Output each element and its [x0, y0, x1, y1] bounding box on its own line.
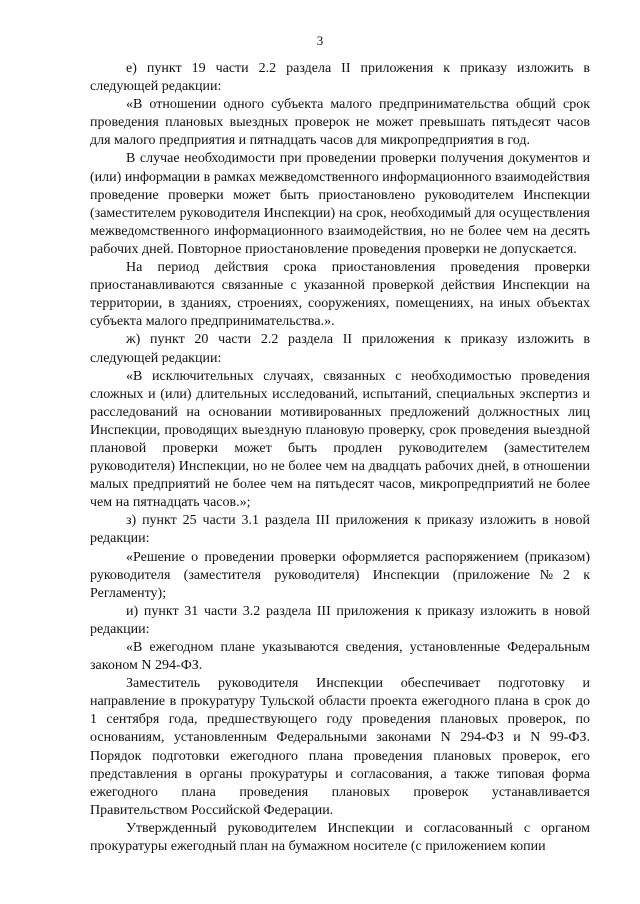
- paragraph-item-i: и) пункт 31 части 3.2 раздела III приложения к приказу изложить в новой редакции:: [90, 603, 590, 637]
- paragraph-quote-extension: «В исключительных случаях, связанных с необходимостью проведения сложных и (или) длительных исследований, испытаний, специальных экспертиз и расследований на основании мотивированных предложений должностных лиц Инспекции, проводящих выездную плановую проверку, срок проведения выездной плановой проверки может быть продлен руководителем (заместителем руководителя) Инспекции, но не более чем на двадцать рабочих дней, в отношении малых предприятий не более чем на пятьдесят часов, микропредприятий не более чем на пятнадцать часов.»;: [90, 368, 590, 511]
- paragraph-item-zh: ж) пункт 20 части 2.2 раздела II приложения к приказу изложить в следующей редакции:: [90, 332, 590, 366]
- paragraph-suspension-period: На период действия срока приостановления проведения проверки приостанавливаются связанные с указанной проверкой действия Инспекции на территории, в зданиях, строениях, сооружениях, помещениях, на иных объектах субъекта малого предпринимательства.».: [90, 260, 590, 330]
- paragraph-quote-annual-plan: «В ежегодном плане указываются сведения, установленные Федеральным законом N 294-ФЗ.: [90, 640, 590, 674]
- paragraph-deputy-head: Заместитель руководителя Инспекции обеспечивает подготовку и направление в прокуратуру Тульской области проекта ежегодного плана в срок до 1 сентября года, предшествующего году проведения плановых проверок, по основаниям, установленным Федеральными законами N 294-ФЗ и N 99-ФЗ. Порядок подготовки ежегодного плана проведения плановых проверок, его представления в органы прокуратуры и согласования, а также типовая форма ежегодного плана проведения плановых проверок устанавливается Правительством Российской Федерации.: [90, 676, 590, 818]
- paragraph-approved-plan: Утвержденный руководителем Инспекции и согласованный с органом прокуратуры ежегодный план на бумажном носителе (с приложением копии: [90, 820, 590, 855]
- paragraph-quote-total-term: «В отношении одного субъекта малого предпринимательства общий срок проведения плановых выездных проверок не может превышать пятьдесят часов для малого предприятия и пятнадцать часов для микропредприятия в год.: [90, 97, 590, 149]
- paragraph-item-e: е) пункт 19 части 2.2 раздела II приложения к приказу изложить в следующей редакции:: [90, 61, 590, 95]
- paragraph-quote-decision: «Решение о проведении проверки оформляется распоряжением (приказом) руководителя (заместителя руководителя) Инспекции (приложение№2 к Регламенту);: [90, 549, 590, 601]
- document-body: [90, 60, 590, 856]
- page-number: 3: [316, 33, 324, 48]
- paragraph-item-z: з) пункт 25 части 3.1 раздела III приложения к приказу изложить в новой редакции:: [90, 513, 590, 547]
- paragraph-suspension: В случае необходимости при проведении проверки получения документов и (или) информации в рамках межведомственного информационного взаимодействия проведение проверки может быть приостановлено руководителем Инспекции (заместителем руководителя Инспекции) на срок, необходимый для осуществления межведомственного информационного взаимодействия, но не более чем на десять рабочих дней. Повторное приостановление проведения проверки не допускается.: [90, 151, 590, 257]
